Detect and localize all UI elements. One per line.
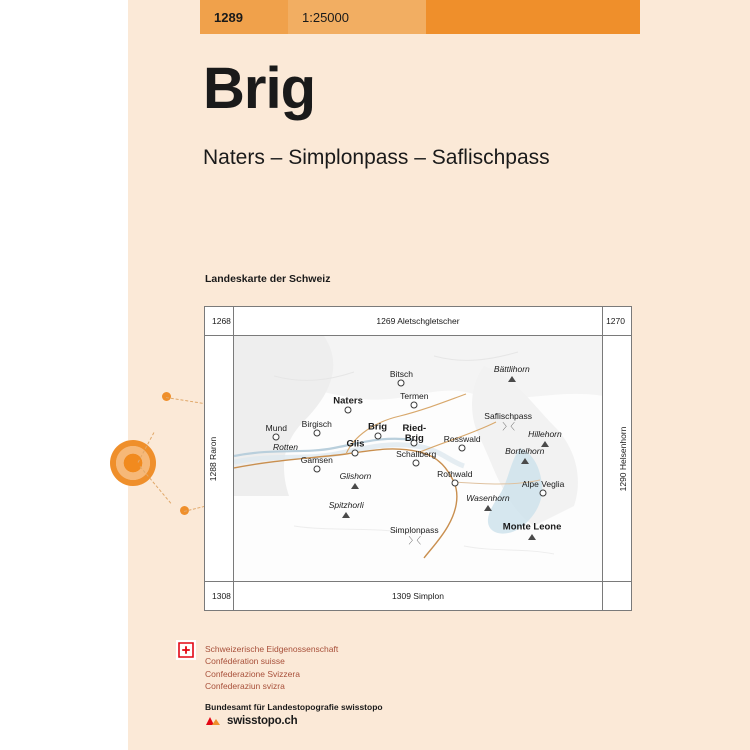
map-place-label: Saflischpass (484, 410, 533, 421)
map-place-label: Naters (333, 395, 363, 407)
map-marker-summit-icon (342, 512, 350, 518)
map-marker-summit-icon (528, 534, 536, 540)
edge-label-top-right: 1270 (606, 316, 625, 326)
conf-line-rm: Confederaziun svizra (205, 680, 285, 691)
map-marker-dot (459, 444, 466, 451)
grid-line-bottom (205, 581, 631, 582)
map-place-label: Birgisch (301, 419, 332, 430)
map-marker-dot (273, 433, 280, 440)
map-marker-dot (540, 490, 547, 497)
conf-line-de: Schweizerische Eidgenossenschaft (205, 644, 339, 654)
map-marker-dot (352, 449, 359, 456)
map-place-label: Brig (368, 421, 388, 433)
map-place-label: Simplonpass (389, 524, 439, 535)
map-marker-dot (345, 406, 352, 413)
map-place-label: Monte Leone (502, 521, 562, 533)
page-title: Brig (203, 56, 315, 121)
map-marker-dot (313, 430, 320, 437)
locator-dash-4 (140, 466, 172, 503)
map-canvas (234, 336, 602, 581)
map-place-label: Alpe Veglia (521, 479, 565, 490)
map-place-label: Bitsch (389, 368, 414, 379)
conf-line-fr: Confédération suisse (205, 656, 285, 667)
map-place-label: Glis (346, 438, 365, 450)
map-place-label: Schallberg (396, 448, 437, 459)
map-frame (204, 306, 632, 611)
map-place-label: Bortelhorn (505, 446, 545, 457)
map-marker-summit-icon (351, 483, 359, 489)
edge-label-bottom-center: 1309 Simplon (392, 591, 444, 601)
map-marker-dot (411, 402, 418, 409)
map-marker-summit-icon (508, 376, 516, 382)
map-marker-dot (313, 465, 320, 472)
map-marker-summit-icon (484, 505, 492, 511)
map-marker-dot (413, 459, 420, 466)
map-place-label: Termen (400, 391, 429, 402)
sheet-number: 1289 (200, 0, 288, 34)
left-white-margin (0, 0, 128, 750)
series-label: Landeskarte der Schweiz (205, 273, 331, 285)
map-place-label: Glishorn (339, 470, 372, 481)
map-place-label: Bättlihorn (493, 364, 530, 375)
confederation-names (205, 643, 338, 692)
office-name: Bundesamt für Landestopografie swisstopo (205, 702, 383, 712)
edge-label-top-left: 1268 (212, 316, 231, 326)
map-marker-dot (398, 379, 405, 386)
map-place-label: Gamsen (300, 454, 333, 465)
map-place-label: Rotten (272, 442, 299, 453)
map-place-label: Wasenhorn (466, 492, 510, 503)
page-subtitle: Naters – Simplonpass – Saflischpass (203, 146, 550, 169)
map-place-label: Spitzhorli (328, 500, 364, 511)
edge-label-left: 1288 Raron (208, 436, 218, 481)
header-bar (200, 0, 640, 34)
map-place-label: Mund (265, 422, 287, 433)
map-marker-pass-icon: 〉〈 (408, 535, 421, 546)
swisstopo-logo (205, 714, 297, 727)
edge-label-top-center: 1269 Aletschgletscher (376, 316, 460, 326)
map-place-label: Rosswald (443, 433, 481, 444)
swisstopo-logo-text: swisstopo.ch (227, 714, 298, 727)
swiss-flag-icon (176, 640, 196, 660)
map-marker-summit-icon (521, 458, 529, 464)
conf-line-it: Confederazione Svizzera (205, 668, 300, 679)
map-marker-pass-icon: 〉〈 (502, 421, 514, 432)
map-place-label: Ried- Brig (402, 423, 427, 444)
map-marker-dot (451, 480, 458, 487)
edge-label-bottom-left: 1308 (212, 591, 231, 601)
edge-label-right: 1290 Helsenhorn (618, 426, 628, 491)
sheet-scale: 1:25000 (288, 0, 426, 34)
map-marker-dot (374, 432, 381, 439)
map-place-label: Hillehorn (528, 429, 562, 439)
grid-line-right (602, 307, 603, 610)
map-place-label: Rothwald (437, 469, 473, 480)
header-fill (426, 0, 640, 34)
locator-dash-1 (166, 397, 208, 405)
swisstopo-mark-icon (205, 714, 221, 727)
map-index-diagram (204, 306, 632, 611)
